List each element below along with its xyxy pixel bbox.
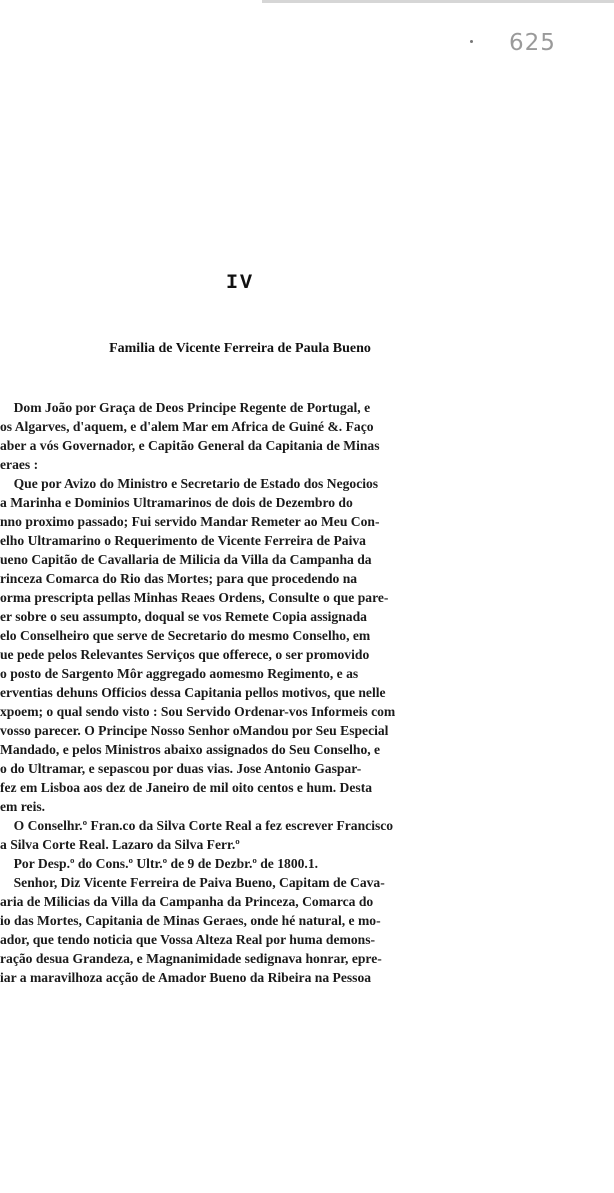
text-line: Mandado, e pelos Ministros abaixo assignados do Seu Conselho, e — [0, 742, 381, 757]
text-line: o posto de Sargento Môr aggregado aomesmo Regimento, e as — [0, 666, 359, 681]
text-line: nno proximo passado; Fui servido Mandar Remeter ao Meu Con- — [0, 514, 380, 529]
text-line: em reis. — [0, 799, 46, 814]
text-line: ueno Capitão de Cavallaria de Milicia da Villa da Campanha da — [0, 552, 372, 567]
text-line: rinceza Comarca do Rio das Mortes; para que procedendo na — [0, 571, 358, 586]
text-line: a Marinha e Dominios Ultramarinos de dois de Dezembro do — [0, 495, 353, 510]
text-line: Que por Avizo do Ministro e Secretario de Estado dos Negocios — [0, 476, 379, 491]
chapter-numeral: IV — [225, 272, 254, 295]
text-line: O Conselhr.º Fran.co da Silva Corte Real a fez escrever Francisco — [0, 818, 394, 833]
text-line: Senhor, Diz Vicente Ferreira de Paiva Bueno, Capitam de Cava- — [0, 875, 385, 890]
text-line: Dom João por Graça de Deos Principe Regente de Portugal, e — [0, 400, 371, 415]
text-line: eraes : — [0, 457, 39, 472]
top-border-line — [262, 0, 614, 3]
page-number: 625 — [509, 30, 556, 56]
text-line: fez em Lisboa aos dez de Janeiro de mil oito centos e hum. Desta — [0, 780, 373, 795]
text-line: a Silva Corte Real. Lazaro da Silva Ferr.º — [0, 837, 240, 852]
text-line: os Algarves, d'aquem, e d'alem Mar em Africa de Guiné &. Faço — [0, 419, 374, 434]
text-line: iar a maravilhoza acção de Amador Bueno da Ribeira na Pessoa — [0, 970, 372, 985]
text-line: erventias dehuns Officios dessa Capitania pellos motivos, que nelle — [0, 685, 386, 700]
text-line: orma prescripta pellas Minhas Reaes Ordens, Consulte o que pare- — [0, 590, 389, 605]
text-line: vosso parecer. O Principe Nosso Senhor oMandou por Seu Especial — [0, 723, 389, 738]
scan-speck — [470, 40, 473, 43]
document-body — [0, 398, 612, 987]
text-line: aria de Milicias da Villa da Campanha da Princeza, Comarca do — [0, 894, 374, 909]
text-line: ue pede pelos Relevantes Serviços que offerece, o ser promovido — [0, 647, 370, 662]
text-line: elho Ultramarino o Requerimento de Vicente Ferreira de Paiva — [0, 533, 366, 548]
text-line: er sobre o seu assumpto, doqual se vos Remete Copia assignada — [0, 609, 367, 624]
text-line: o do Ultramar, e sepascou por duas vias. Jose Antonio Gaspar- — [0, 761, 362, 776]
text-line: io das Mortes, Capitania de Minas Geraes, onde hé natural, e mo- — [0, 913, 381, 928]
text-line: elo Conselheiro que serve de Secretario do mesmo Conselho, em — [0, 628, 371, 643]
text-line: xpoem; o qual sendo visto : Sou Servido Ordenar-vos Informeis com — [0, 704, 396, 719]
text-line: aber a vós Governador, e Capitão General da Capitania de Minas — [0, 438, 380, 453]
chapter-title: Familia de Vicente Ferreira de Paula Bueno — [109, 341, 371, 356]
text-line: ador, que tendo noticia que Vossa Alteza Real por huma demons- — [0, 932, 376, 947]
text-line: ração desua Grandeza, e Magnanimidade sedignava honrar, epre- — [0, 951, 382, 966]
text-line: Por Desp.º do Cons.º Ultr.º de 9 de Dezbr.º de 1800.1. — [0, 856, 319, 871]
